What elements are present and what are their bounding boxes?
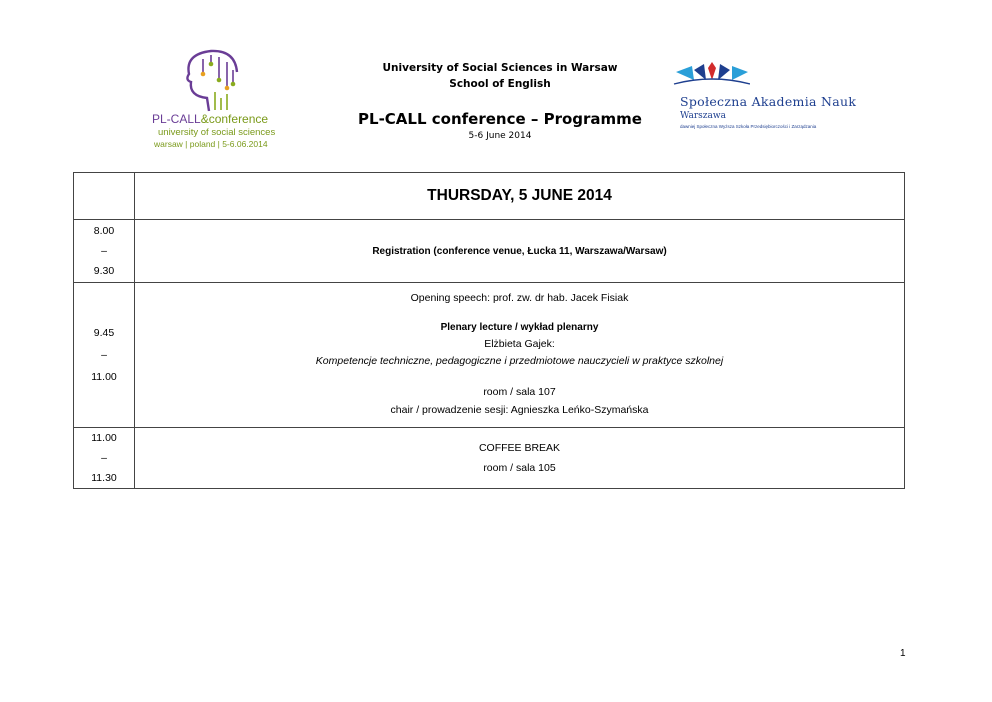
page-number: 1 (900, 648, 906, 659)
time-start: 9.45 (93, 327, 115, 339)
session-chair: chair / prowadzenie sesji: Agnieszka Leńko-Szymańska (390, 404, 649, 416)
programme-table (73, 172, 905, 489)
registration-text: Registration (conference venue, Łucka 11, Warszawa/Warsaw) (372, 246, 667, 257)
time-start: 8.00 (93, 225, 115, 237)
plenary-room: room / sala 107 (483, 386, 556, 398)
registration-row (74, 220, 905, 283)
time-dash: – (101, 452, 107, 464)
logo-left-subtitle: university of social sciences (158, 127, 276, 138)
plenary-row (74, 283, 905, 428)
coffee-cell (135, 428, 905, 489)
conference-dates: 5-6 June 2014 (468, 131, 532, 141)
document-header (330, 60, 670, 141)
registration-cell (135, 220, 905, 283)
coffee-break-row (74, 428, 905, 489)
coffee-room: room / sala 105 (483, 462, 556, 474)
talk-title: Kompetencje techniczne, pedagogiczne i przedmiotowe nauczycieli w praktyce szkolnej (315, 355, 724, 367)
time-dash: – (101, 245, 107, 257)
san-city: Warszawa (680, 111, 726, 121)
pl-call-logo (150, 48, 280, 153)
time-dash: – (101, 349, 107, 361)
san-former-name: dawniej Społeczna Wyższa Szkoła Przedsiębiorczości i Zarządzania (680, 124, 817, 129)
time-start: 11.00 (91, 432, 117, 444)
time-end: 9.30 (93, 265, 115, 277)
san-logo (670, 62, 870, 137)
registration-time (74, 220, 135, 283)
empty-time-cell (74, 173, 135, 220)
time-end: 11.30 (91, 472, 117, 484)
document-title: PL-CALL conference – Programme (358, 110, 642, 128)
logo-left-name: PL-CALL&conference (152, 112, 269, 126)
school-name: School of English (449, 78, 551, 90)
plenary-cell (135, 283, 905, 428)
university-name: University of Social Sciences in Warsaw (382, 62, 618, 74)
speaker-name: Elżbieta Gajek: (484, 338, 555, 350)
san-name: Społeczna Akademia Nauk (680, 94, 857, 109)
plenary-time (74, 283, 135, 428)
coffee-time (74, 428, 135, 489)
plenary-label: Plenary lecture / wykład plenarny (440, 322, 599, 333)
day-title: THURSDAY, 5 JUNE 2014 (427, 187, 612, 204)
day-header-row (74, 173, 905, 220)
open-book-icon (670, 62, 750, 88)
logo-left-location: warsaw | poland | 5-6.06.2014 (154, 139, 268, 149)
head-circuit-icon (175, 48, 250, 114)
opening-speech: Opening speech: prof. zw. dr hab. Jacek Fisiak (410, 292, 629, 304)
coffee-break-label: COFFEE BREAK (478, 442, 561, 454)
time-end: 11.00 (91, 371, 117, 383)
day-cell (135, 173, 905, 220)
